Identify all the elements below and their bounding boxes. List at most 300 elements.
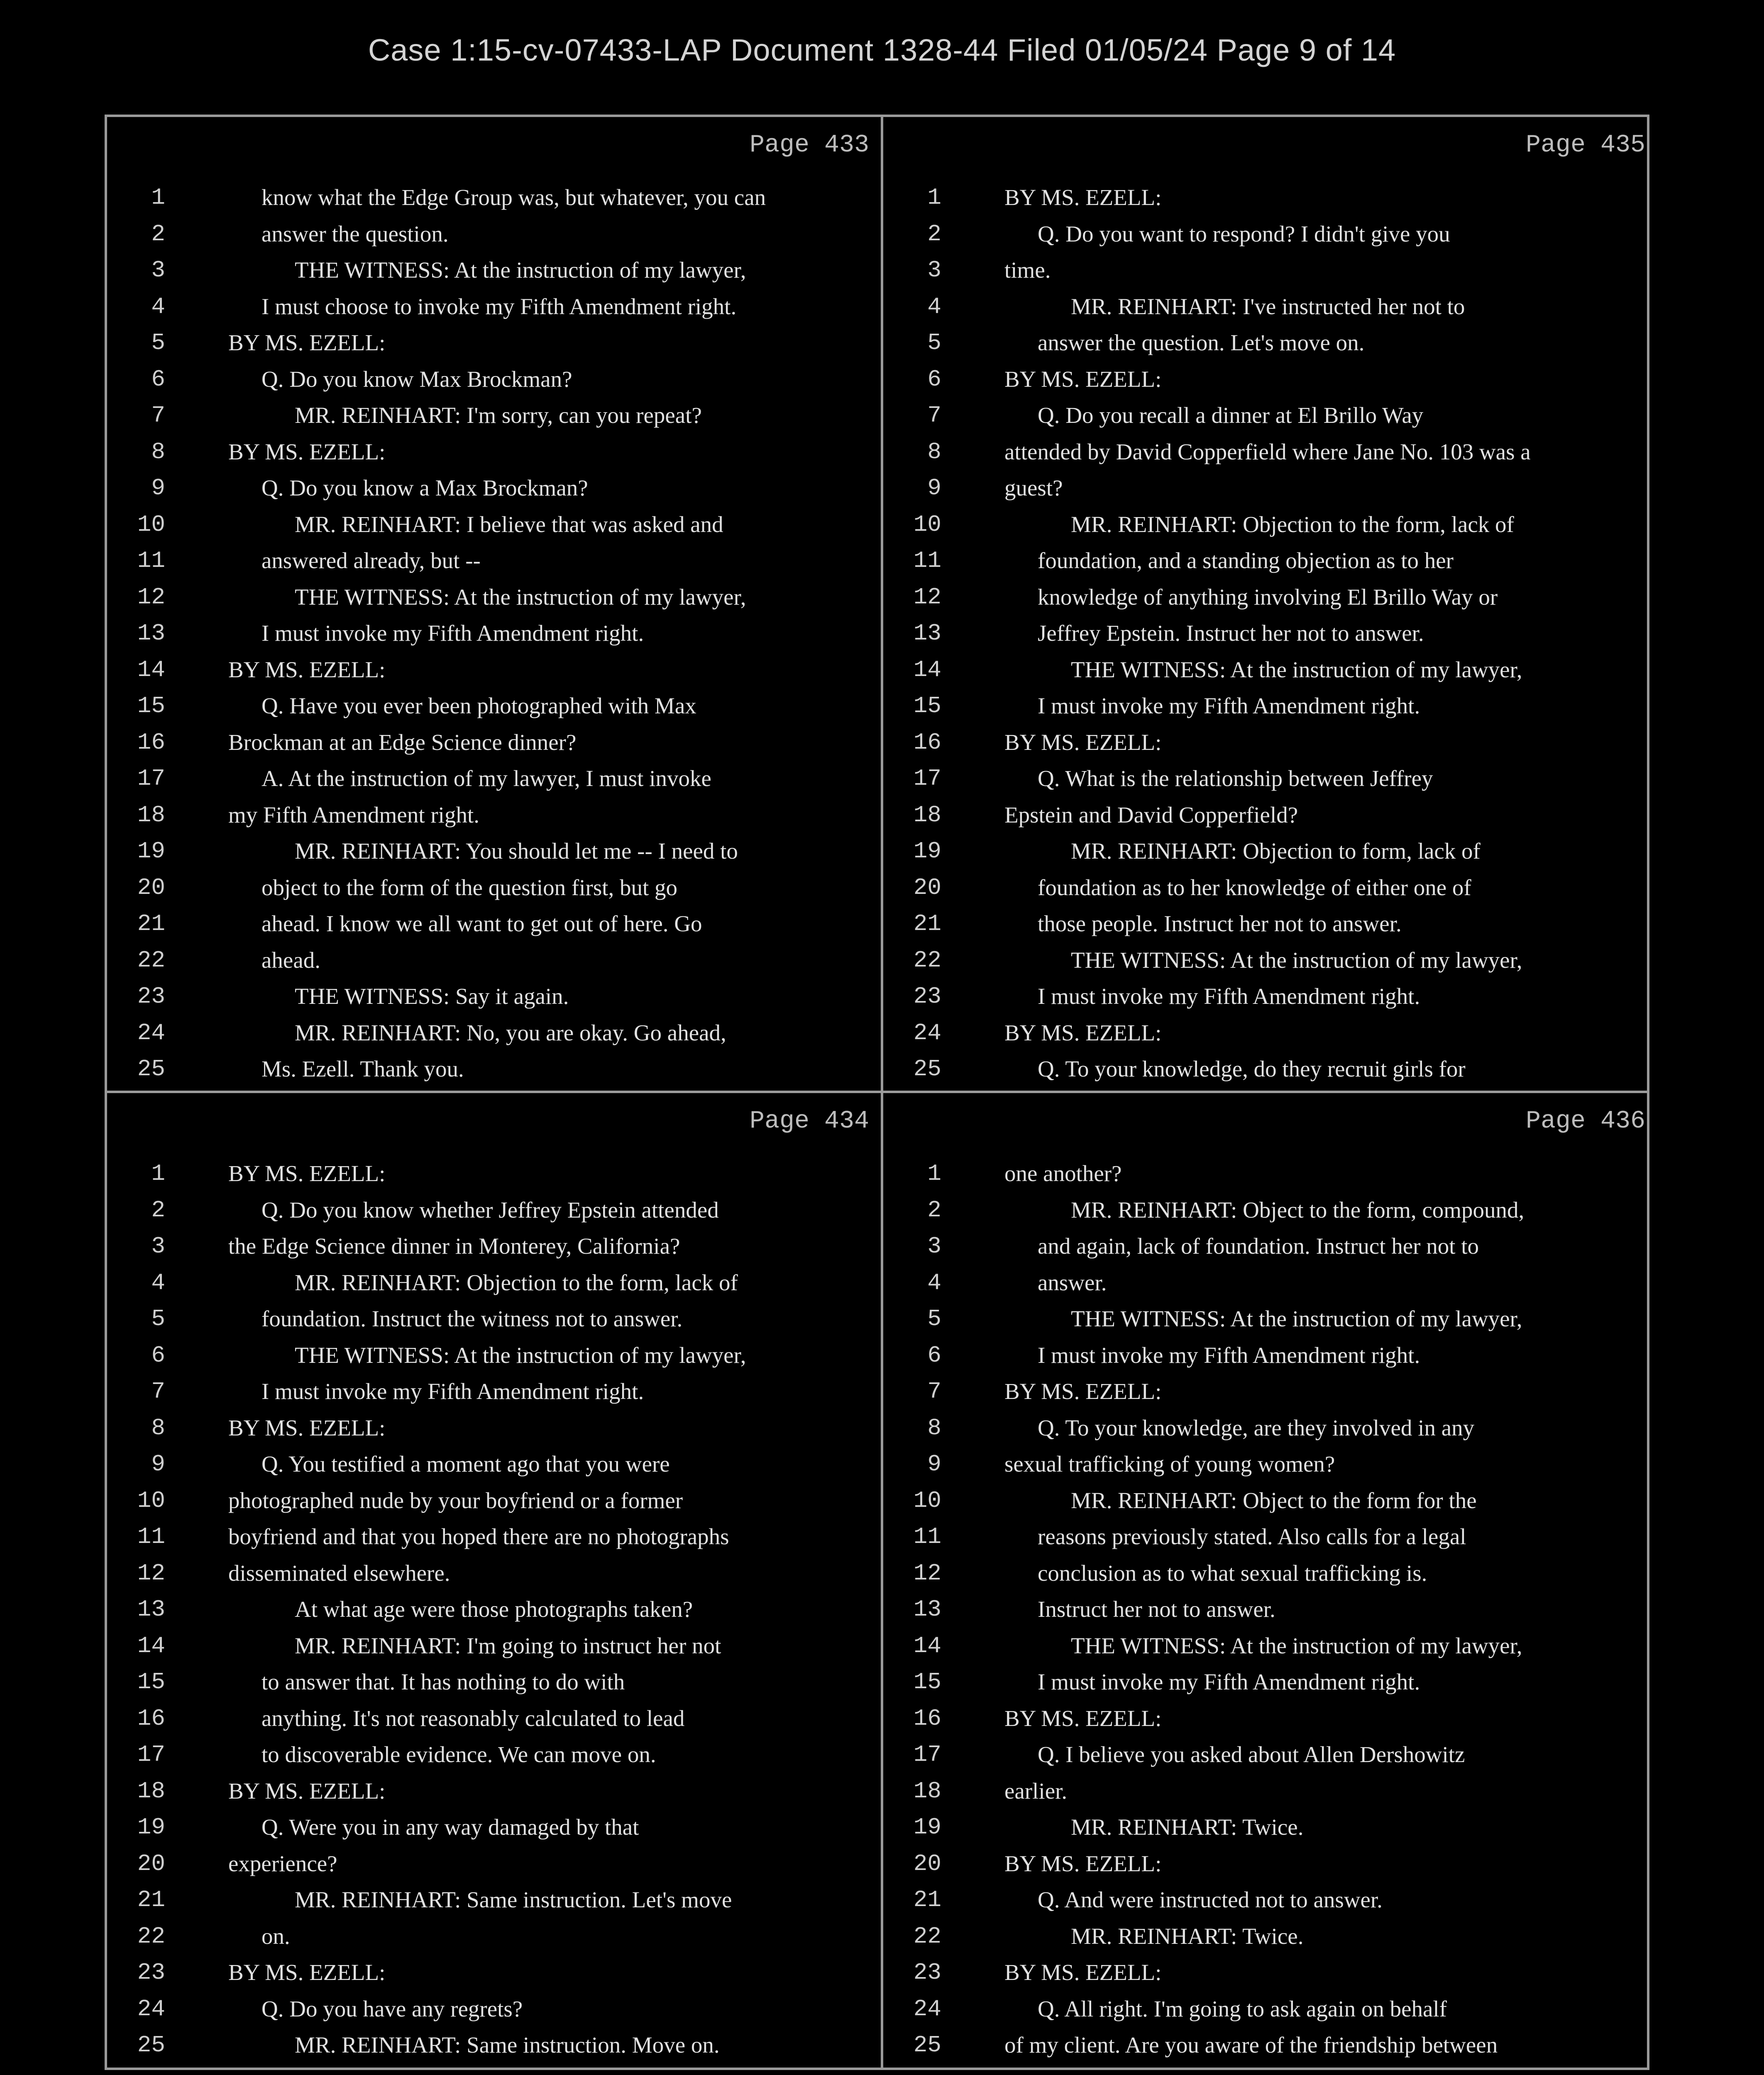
transcript-line [107, 2027, 879, 2063]
line-text: MR. REINHART: I'm going to instruct her not [295, 1633, 721, 1658]
line-number: 8 [151, 438, 165, 465]
line-number: 21 [137, 1887, 165, 1913]
line-number: 17 [137, 1741, 165, 1768]
transcript-line [107, 833, 879, 869]
transcript-line [107, 361, 879, 398]
transcript-line [107, 252, 879, 288]
line-number: 17 [137, 765, 165, 792]
transcript-page-436 [883, 1093, 1655, 2069]
line-text: answer. [1038, 1269, 1107, 1295]
transcript-line [107, 1265, 879, 1301]
line-number: 7 [151, 402, 165, 429]
line-text: foundation. Instruct the witness not to answer. [261, 1306, 683, 1331]
line-number: 3 [927, 257, 941, 283]
line-text: BY MS. EZELL: [1004, 1960, 1162, 1985]
transcript-line [883, 1265, 1655, 1301]
transcript-line [107, 1301, 879, 1337]
line-text: my Fifth Amendment right. [228, 802, 479, 828]
transcript-line [883, 1591, 1655, 1628]
line-number: 3 [927, 1233, 941, 1260]
transcript-line [883, 942, 1655, 979]
line-text: to discoverable evidence. We can move on. [261, 1742, 656, 1767]
line-number: 7 [927, 1378, 941, 1405]
transcript-line [883, 1410, 1655, 1446]
transcript-line [883, 1736, 1655, 1773]
line-text: disseminated elsewhere. [228, 1560, 450, 1586]
line-text: Q. I believe you asked about Allen Dershowitz [1038, 1742, 1465, 1767]
transcript-line [883, 1446, 1655, 1482]
line-number: 12 [137, 583, 165, 610]
line-number: 20 [913, 874, 941, 901]
line-text: BY MS. EZELL: [1004, 729, 1162, 755]
line-number: 8 [927, 1414, 941, 1441]
transcript-line [107, 325, 879, 361]
line-text: BY MS. EZELL: [1004, 185, 1162, 210]
transcript-line [107, 1591, 879, 1628]
line-text: one another? [1004, 1161, 1122, 1186]
transcript-line [107, 397, 879, 434]
line-text: those people. Instruct her not to answer. [1038, 911, 1402, 936]
transcript-line [883, 216, 1655, 252]
line-number: 24 [913, 1995, 941, 2022]
transcript-line [107, 869, 879, 906]
line-number: 15 [913, 1669, 941, 1695]
page-number: Page 433 [749, 131, 869, 159]
transcript-page-435 [883, 117, 1655, 1093]
line-number: 19 [137, 838, 165, 864]
line-text: MR. REINHART: Objection to the form, lack of [1071, 511, 1514, 537]
line-text: Brockman at an Edge Science dinner? [228, 729, 577, 755]
line-text: time. [1004, 257, 1051, 283]
line-text: Jeffrey Epstein. Instruct her not to answer. [1038, 620, 1424, 646]
line-text: I must invoke my Fifth Amendment right. [1038, 1342, 1420, 1368]
line-number: 9 [151, 475, 165, 501]
transcript-line [883, 542, 1655, 579]
line-text: MR. REINHART: I believe that was asked and [295, 511, 723, 537]
line-number: 21 [913, 1887, 941, 1913]
transcript-line [883, 1337, 1655, 1374]
line-number: 25 [137, 1056, 165, 1082]
case-header: Case 1:15-cv-07433-LAP Document 1328-44 Filed 01/05/24 Page 9 of 14 [368, 33, 1396, 67]
line-number: 6 [151, 1342, 165, 1369]
transcript-line [107, 797, 879, 833]
transcript-line [883, 1809, 1655, 1846]
line-text: At what age were those photographs taken? [295, 1597, 693, 1622]
line-number: 9 [927, 1451, 941, 1477]
transcript-line [107, 1373, 879, 1410]
line-text: MR. REINHART: Twice. [1071, 1923, 1304, 1949]
line-text: foundation, and a standing objection as to her [1038, 548, 1454, 573]
page-number: Page 436 [1525, 1107, 1645, 1135]
line-number: 9 [927, 475, 941, 501]
line-text: THE WITNESS: Say it again. [295, 984, 569, 1009]
line-text: Q. You testified a moment ago that you were [261, 1451, 670, 1477]
line-number: 1 [927, 1160, 941, 1187]
line-number: 22 [913, 947, 941, 974]
transcript-line [107, 688, 879, 724]
transcript-page-433 [107, 117, 879, 1093]
transcript-line [883, 615, 1655, 652]
line-number: 25 [913, 2032, 941, 2058]
line-text: attended by David Copperfield where Jane No. 103 was a [1004, 439, 1531, 464]
line-text: Q. And were instructed not to answer. [1038, 1887, 1383, 1912]
line-number: 18 [913, 801, 941, 828]
line-number: 11 [913, 1523, 941, 1550]
transcript-line [883, 1301, 1655, 1337]
line-text: Q. Do you have any regrets? [261, 1996, 523, 2021]
transcript-line [107, 1736, 879, 1773]
line-text: on. [261, 1923, 290, 1949]
transcript-line [883, 1664, 1655, 1700]
transcript-line [883, 506, 1655, 543]
line-number: 11 [913, 547, 941, 574]
line-number: 1 [927, 184, 941, 211]
line-number: 8 [927, 438, 941, 465]
line-number: 3 [151, 257, 165, 283]
transcript-line [107, 1628, 879, 1664]
transcript-line [883, 1991, 1655, 2027]
line-number: 23 [137, 1959, 165, 1986]
line-text: BY MS. EZELL: [1004, 1020, 1162, 1045]
transcript-line [883, 797, 1655, 833]
line-number: 7 [151, 1378, 165, 1405]
line-number: 23 [913, 1959, 941, 1986]
line-text: MR. REINHART: Same instruction. Let's move [295, 1887, 732, 1912]
line-text: MR. REINHART: Objection to the form, lack of [295, 1269, 738, 1295]
transcript-line [107, 1700, 879, 1737]
line-number: 5 [927, 1306, 941, 1332]
transcript-line [883, 1051, 1655, 1087]
line-text: Epstein and David Copperfield? [1004, 802, 1298, 828]
line-text: reasons previously stated. Also calls for a legal [1038, 1524, 1466, 1549]
line-number: 19 [913, 838, 941, 864]
line-text: BY MS. EZELL: [1004, 366, 1162, 392]
line-text: sexual trafficking of young women? [1004, 1451, 1335, 1477]
transcript-line [107, 942, 879, 979]
line-text: answer the question. [261, 221, 449, 247]
line-number: 16 [137, 729, 165, 756]
transcript-line [107, 1555, 879, 1592]
line-number: 5 [151, 330, 165, 356]
line-text: MR. REINHART: Object to the form for the [1071, 1487, 1477, 1513]
line-text: THE WITNESS: At the instruction of my lawyer, [1071, 1633, 1522, 1658]
line-number: 17 [913, 1741, 941, 1768]
transcript-line [883, 252, 1655, 288]
transcript-line [883, 760, 1655, 797]
transcript-line [883, 1373, 1655, 1410]
line-text: I must invoke my Fifth Amendment right. [1038, 984, 1420, 1009]
transcript-line [107, 579, 879, 615]
line-text: and again, lack of foundation. Instruct her not to [1038, 1233, 1479, 1259]
line-number: 15 [137, 693, 165, 719]
line-text: BY MS. EZELL: [1004, 1705, 1162, 1731]
line-text: Q. Were you in any way damaged by that [261, 1814, 639, 1840]
transcript-line [883, 1918, 1655, 1955]
transcript-line [883, 1155, 1655, 1192]
transcript-line [883, 1015, 1655, 1051]
transcript-line [883, 397, 1655, 434]
line-text: conclusion as to what sexual trafficking is. [1038, 1560, 1427, 1586]
transcript-line [883, 1700, 1655, 1737]
line-text: anything. It's not reasonably calculated to lead [261, 1705, 685, 1731]
line-text: guest? [1004, 475, 1063, 500]
line-text: Q. To your knowledge, do they recruit girls for [1038, 1056, 1466, 1081]
line-text: answer the question. Let's move on. [1038, 330, 1365, 355]
line-text: Q. What is the relationship between Jeffrey [1038, 766, 1433, 791]
line-number: 24 [137, 1995, 165, 2022]
line-text: Q. Have you ever been photographed with Max [261, 693, 696, 718]
line-number: 2 [151, 1196, 165, 1223]
line-text: Q. All right. I'm going to ask again on behalf [1038, 1996, 1447, 2021]
transcript-line [883, 1882, 1655, 1918]
line-text: I must choose to invoke my Fifth Amendment right. [261, 293, 737, 319]
line-number: 20 [137, 874, 165, 901]
transcript-line [883, 579, 1655, 615]
line-text: foundation as to her knowledge of either one of [1038, 874, 1471, 900]
transcript-line [107, 724, 879, 761]
line-text: BY MS. EZELL: [228, 1415, 386, 1440]
line-text: MR. REINHART: Twice. [1071, 1814, 1304, 1840]
line-text: A. At the instruction of my lawyer, I must invoke [261, 766, 711, 791]
line-number: 21 [913, 911, 941, 937]
line-number: 4 [927, 1269, 941, 1296]
line-number: 14 [913, 656, 941, 683]
transcript-line [107, 1155, 879, 1192]
line-text: Q. To your knowledge, are they involved in any [1038, 1415, 1475, 1440]
line-number: 22 [137, 1923, 165, 1950]
line-text: MR. REINHART: Same instruction. Move on. [295, 2032, 720, 2058]
transcript-line [883, 325, 1655, 361]
line-number: 4 [151, 293, 165, 320]
transcript-line [883, 1192, 1655, 1228]
transcript-line [107, 216, 879, 252]
line-number: 10 [137, 1487, 165, 1514]
line-text: the Edge Science dinner in Monterey, California? [228, 1233, 680, 1259]
line-text: MR. REINHART: I've instructed her not to [1071, 293, 1465, 319]
line-number: 18 [137, 1777, 165, 1804]
line-text: BY MS. EZELL: [1004, 1379, 1162, 1404]
line-number: 17 [913, 765, 941, 792]
line-text: ahead. I know we all want to get out of here. Go [261, 911, 702, 936]
line-text: ahead. [261, 947, 320, 973]
line-number: 13 [137, 1596, 165, 1623]
transcript-line [883, 724, 1655, 761]
line-text: MR. REINHART: No, you are okay. Go ahead, [295, 1020, 726, 1045]
line-text: BY MS. EZELL: [228, 330, 386, 355]
line-number: 14 [913, 1632, 941, 1659]
transcript-line [883, 906, 1655, 942]
transcript-line [107, 1954, 879, 1991]
transcript-line [883, 1773, 1655, 1809]
line-text: object to the form of the question first, but go [261, 874, 678, 900]
line-text: Q. Do you want to respond? I didn't give you [1038, 221, 1450, 247]
line-number: 9 [151, 1451, 165, 1477]
transcript-line [107, 434, 879, 470]
line-number: 2 [927, 1196, 941, 1223]
transcript-line [107, 1051, 879, 1087]
transcript-line [883, 1846, 1655, 1882]
transcript-line [107, 1446, 879, 1482]
line-text: I must invoke my Fifth Amendment right. [1038, 693, 1420, 718]
transcript-line [107, 1337, 879, 1374]
line-text: THE WITNESS: At the instruction of my lawyer, [295, 1342, 746, 1368]
transcript-line [883, 1482, 1655, 1519]
transcript-line [107, 1809, 879, 1846]
transcript-line [883, 361, 1655, 398]
line-text: of my client. Are you aware of the friendship between [1004, 2032, 1498, 2058]
transcript-line [107, 1664, 879, 1700]
line-number: 22 [137, 947, 165, 974]
line-number: 21 [137, 911, 165, 937]
transcript-line [107, 1991, 879, 2027]
line-text: BY MS. EZELL: [1004, 1850, 1162, 1876]
transcript-line [883, 288, 1655, 325]
line-text: BY MS. EZELL: [228, 1960, 386, 1985]
line-text: I must invoke my Fifth Amendment right. [1038, 1669, 1420, 1694]
transcript-line [107, 615, 879, 652]
line-number: 23 [913, 983, 941, 1010]
line-text: THE WITNESS: At the instruction of my lawyer, [295, 257, 746, 283]
line-number: 16 [913, 729, 941, 756]
line-number: 13 [137, 620, 165, 647]
transcript-line [107, 542, 879, 579]
transcript-line [107, 1518, 879, 1555]
line-text: BY MS. EZELL: [228, 1161, 386, 1186]
transcript-line [107, 978, 879, 1015]
line-number: 11 [137, 547, 165, 574]
line-number: 15 [913, 693, 941, 719]
line-number: 1 [151, 184, 165, 211]
line-number: 18 [913, 1777, 941, 1804]
line-number: 4 [927, 293, 941, 320]
line-number: 24 [137, 1019, 165, 1046]
line-text: photographed nude by your boyfriend or a former [228, 1487, 683, 1513]
line-text: MR. REINHART: I'm sorry, can you repeat? [295, 403, 702, 428]
line-text: THE WITNESS: At the instruction of my lawyer, [1071, 947, 1522, 973]
line-number: 24 [913, 1019, 941, 1046]
line-number: 16 [137, 1705, 165, 1732]
line-number: 15 [137, 1669, 165, 1695]
line-number: 19 [137, 1814, 165, 1841]
transcript-line [107, 179, 879, 216]
page-number: Page 434 [749, 1107, 869, 1135]
line-text: know what the Edge Group was, but whatever, you can [261, 185, 766, 210]
transcript-line [107, 288, 879, 325]
line-number: 3 [151, 1233, 165, 1260]
line-number: 6 [151, 366, 165, 393]
line-number: 22 [913, 1923, 941, 1950]
transcript-line [107, 1410, 879, 1446]
line-number: 7 [927, 402, 941, 429]
transcript-line [883, 833, 1655, 869]
line-text: Q. Do you recall a dinner at El Brillo Way [1038, 403, 1424, 428]
line-number: 10 [913, 1487, 941, 1514]
transcript-line [883, 179, 1655, 216]
line-text: knowledge of anything involving El Brillo Way or [1038, 584, 1498, 610]
line-text: Q. Do you know whether Jeffrey Epstein attended [261, 1197, 719, 1223]
line-number: 23 [137, 983, 165, 1010]
line-text: I must invoke my Fifth Amendment right. [261, 1379, 644, 1404]
transcript-line [107, 1773, 879, 1809]
transcript-line [883, 1555, 1655, 1592]
line-number: 5 [151, 1306, 165, 1332]
transcript-line [107, 1918, 879, 1955]
line-text: boyfriend and that you hoped there are no photographs [228, 1524, 729, 1549]
transcript-line [883, 1518, 1655, 1555]
line-number: 18 [137, 801, 165, 828]
transcript-line [883, 978, 1655, 1015]
transcript-line [107, 652, 879, 688]
line-number: 10 [913, 511, 941, 538]
line-number: 14 [137, 1632, 165, 1659]
line-text: Instruct her not to answer. [1038, 1597, 1275, 1622]
line-number: 11 [137, 1523, 165, 1550]
line-text: THE WITNESS: At the instruction of my lawyer, [1071, 657, 1522, 682]
line-number: 14 [137, 656, 165, 683]
line-text: experience? [228, 1850, 337, 1876]
line-text: Ms. Ezell. Thank you. [261, 1056, 464, 1081]
line-number: 16 [913, 1705, 941, 1732]
line-number: 20 [137, 1850, 165, 1877]
line-number: 12 [913, 583, 941, 610]
line-text: MR. REINHART: Objection to form, lack of [1071, 838, 1481, 864]
line-number: 6 [927, 1342, 941, 1369]
transcript-line [107, 760, 879, 797]
line-number: 5 [927, 330, 941, 356]
transcript-line [107, 1846, 879, 1882]
transcript-line [883, 869, 1655, 906]
transcript-line [107, 1882, 879, 1918]
page-number: Page 435 [1525, 131, 1645, 159]
line-number: 25 [913, 1056, 941, 1082]
line-text: earlier. [1004, 1778, 1068, 1804]
line-text: to answer that. It has nothing to do with [261, 1669, 625, 1694]
line-number: 12 [913, 1560, 941, 1587]
line-text: Q. Do you know Max Brockman? [261, 366, 572, 392]
line-number: 8 [151, 1414, 165, 1441]
line-text: MR. REINHART: You should let me -- I need to [295, 838, 738, 864]
transcript-page-434 [107, 1093, 879, 2069]
transcript-line [107, 1015, 879, 1051]
line-text: answered already, but -- [261, 548, 481, 573]
transcript-line [883, 2027, 1655, 2063]
transcript-line [883, 470, 1655, 506]
line-text: Q. Do you know a Max Brockman? [261, 475, 588, 500]
line-number: 10 [137, 511, 165, 538]
line-number: 6 [927, 366, 941, 393]
transcript-line [107, 1482, 879, 1519]
transcript-line [883, 1228, 1655, 1265]
transcript-line [107, 906, 879, 942]
transcript-line [883, 1628, 1655, 1664]
line-number: 20 [913, 1850, 941, 1877]
line-text: I must invoke my Fifth Amendment right. [261, 620, 644, 646]
line-text: THE WITNESS: At the instruction of my lawyer, [295, 584, 746, 610]
transcript-line [883, 688, 1655, 724]
line-number: 25 [137, 2032, 165, 2058]
transcript-line [107, 1192, 879, 1228]
line-text: BY MS. EZELL: [228, 1778, 386, 1804]
line-number: 12 [137, 1560, 165, 1587]
transcript-line [107, 506, 879, 543]
line-text: BY MS. EZELL: [228, 657, 386, 682]
line-number: 13 [913, 620, 941, 647]
line-text: MR. REINHART: Object to the form, compound, [1071, 1197, 1525, 1223]
transcript-line [883, 434, 1655, 470]
transcript-line [107, 1228, 879, 1265]
transcript-line [107, 470, 879, 506]
transcript-line [883, 652, 1655, 688]
